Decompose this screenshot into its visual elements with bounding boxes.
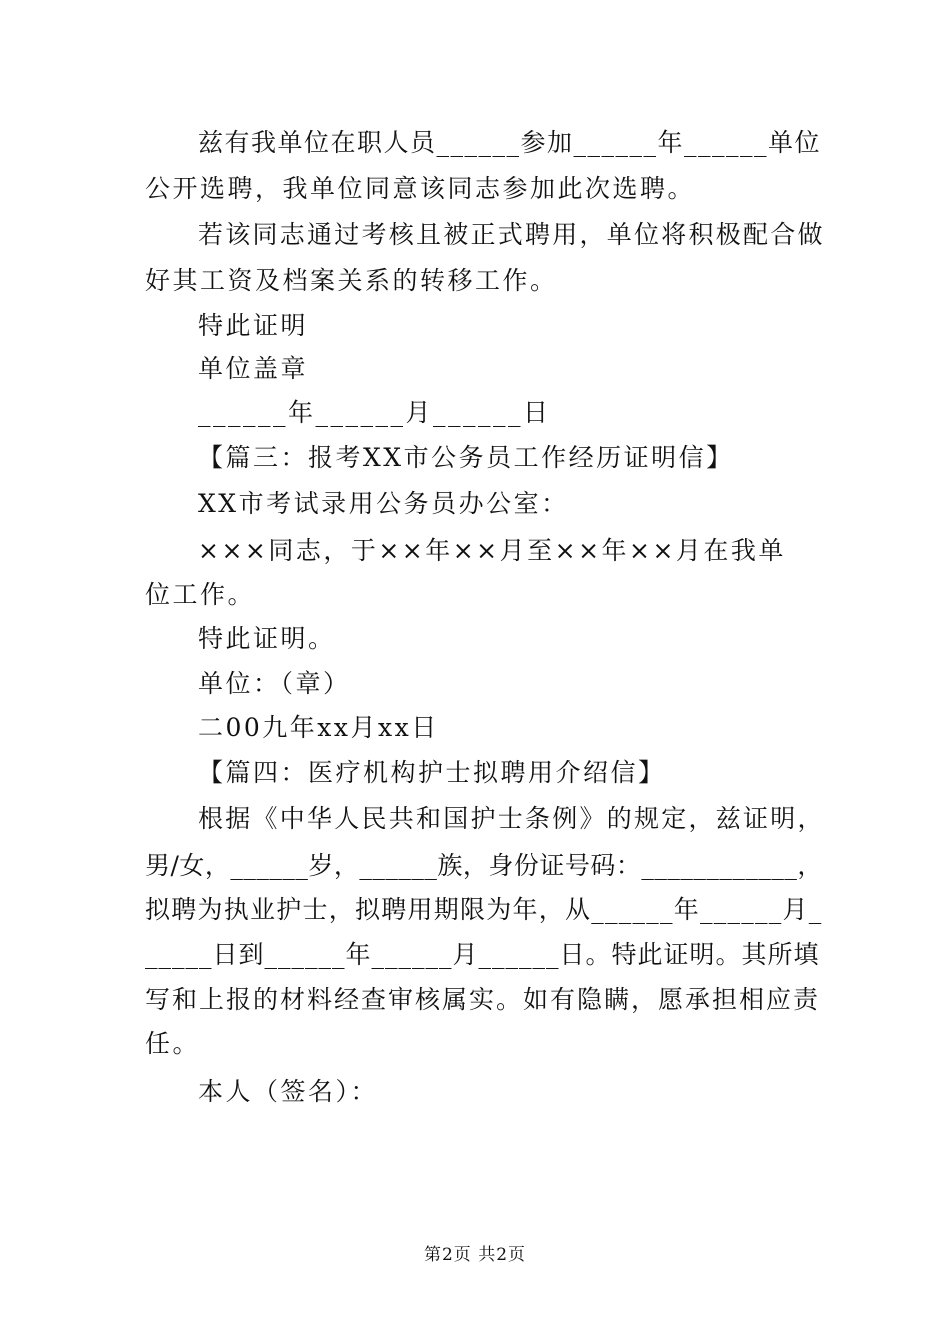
paragraph-line: 任。 [145, 1029, 201, 1058]
paragraph-line: 公开选聘，我单位同意该同志参加此次选聘。 [145, 174, 696, 203]
date-line: 二00九年xx月xx日 [198, 713, 439, 742]
section-heading: 【篇四：医疗机构护士拟聘用介绍信】 [198, 758, 666, 787]
paragraph-line: 单位盖章 [198, 354, 309, 383]
paragraph-line: _____日到______年______月______日。特此证明。其所填 [145, 940, 820, 969]
addressee-line: XX市考试录用公务员办公室： [198, 489, 569, 518]
section-heading: 【篇三：报考XX市公务员工作经历证明信】 [198, 443, 734, 472]
paragraph-line: 兹有我单位在职人员______参加______年______单位 [198, 128, 822, 157]
paragraph-line: 写和上报的材料经查审核属实。如有隐瞒，愿承担相应责 [145, 985, 821, 1014]
paragraph-line: 位工作。 [145, 580, 256, 609]
paragraph-line: 若该同志通过考核且被正式聘用，单位将积极配合做 [198, 220, 825, 249]
page-number: 第2页 共2页 [423, 1245, 527, 1265]
paragraph-line: 好其工资及档案关系的转移工作。 [145, 266, 558, 295]
signature-unit-line: 单位：（章） [198, 669, 351, 698]
paragraph-line: 特此证明。 [198, 624, 336, 653]
signature-line: 本人（签名）： [198, 1077, 379, 1106]
paragraph-line: 拟聘为执业护士，拟聘用期限为年，从______年______月_ [145, 895, 823, 924]
date-blank-line: ______年______月______日 [198, 398, 551, 427]
paragraph-line: 特此证明 [198, 311, 309, 340]
paragraph-line: ×××同志，于××年××月至××年××月在我单 [198, 536, 786, 565]
paragraph-line: 根据《中华人民共和国护士条例》的规定，兹证明， [198, 804, 825, 833]
paragraph-line: 男/女，______岁，______族，身份证号码：____________， [145, 851, 823, 880]
